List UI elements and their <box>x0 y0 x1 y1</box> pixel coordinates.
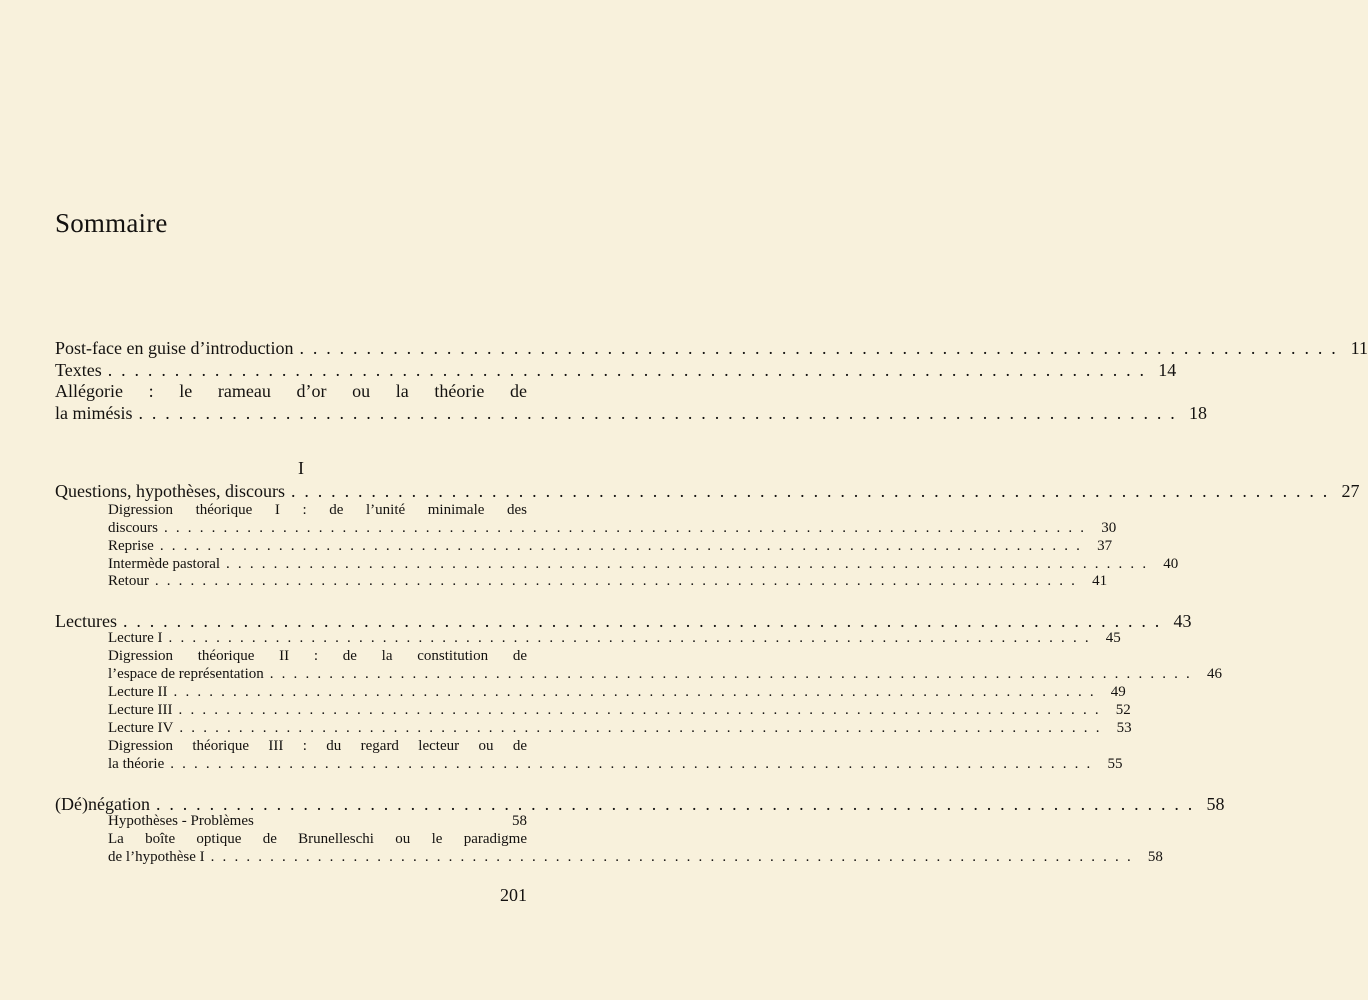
dot-leader: . . . . . . . . . . . . . . . . . . . . . . . . . . . . . . . . . . . . . . . . . . . . . . . . . . . . . . . . . . . . . . . . . . . . . . . . . . . . . . <box>299 338 1338 358</box>
toc-entry-title: Questions, hypothèses, discours <box>55 481 285 501</box>
toc-entry-title: Reprise <box>108 538 154 554</box>
dot-leader: . . . . . . . . . . . . . . . . . . . . . . . . . . . . . . . . . . . . . . . . . . . . . . . . . . . . . . . . . . . . . . . . . . . . . . . . . . . . . . <box>164 520 1087 536</box>
toc-entry-page: 37 <box>1097 538 1113 554</box>
dot-leader: . . . . . . . . . . . . . . . . . . . . . . . . . . . . . . . . . . . . . . . . . . . . . . . . . . . . . . . . . . . . . . . . . . . . . . . . . . . . . . <box>173 684 1096 700</box>
dot-leader: . . . . . . . . . . . . . . . . . . . . . . . . . . . . . . . . . . . . . . . . . . . . . . . . . . . . . . . . . . . . . . . . . . . . . . . . . . . . . . <box>154 573 1078 589</box>
toc-entry-page: 43 <box>1173 611 1192 631</box>
dot-leader: . . . . . . . . . . . . . . . . . . . . . . . . . . . . . . . . . . . . . . . . . . . . . . . . . . . . . . . . . . . . . . . . . . . . . . . . . . . . . . <box>168 630 1091 646</box>
toc-entry-page: 53 <box>1116 720 1132 736</box>
toc-subentry-lecture3 <box>108 702 1131 719</box>
dot-leader: . . . . . . . . . . . . . . . . . . . . . . . . . . . . . . . . . . . . . . . . . . . . . . . . . . . . . . . . . . . . . . . . . . . . . . . . . . . . . . <box>107 360 1147 380</box>
dot-leader: . . . . . . . . . . . . . . . . . . . . . . . . . . . . . . . . . . . . . . . . . . . . . . . . . . . . . . . . . . . . . . . . . . . . . . . . . . . . . . <box>138 403 1177 423</box>
toc-entry-title: Textes <box>55 360 102 380</box>
toc-subentry-intermede <box>108 556 1179 573</box>
page-title: Sommaire <box>55 208 168 238</box>
toc-entry-page: 46 <box>1207 666 1222 682</box>
toc-entry-denegation <box>55 794 1225 815</box>
dot-leader: . . . . . . . . . . . . . . . . . . . . . . . . . . . . . . . . . . . . . . . . . . . . . . . . . . . . . . . . . . . . . . . . . . . . . . . . . . . . . . <box>210 849 1133 865</box>
toc-subentry-lecture2 <box>108 684 1126 701</box>
toc-entry-page: 41 <box>1092 573 1108 589</box>
toc-subentry-reprise <box>108 538 1113 555</box>
toc-entry-title: Lecture III <box>108 702 173 718</box>
part-numeral: I <box>298 458 304 478</box>
toc-entry-title: discours <box>108 520 158 536</box>
toc-entry-allegorie-line1: Allégorie : le rameau d’or ou la théorie de <box>55 381 527 401</box>
dot-leader: . . . . . . . . . . . . . . . . . . . . . . . . . . . . . . . . . . . . . . . . . . . . . . . . . . . . . . . . . . . . . . . . . . . . . . . . . . . . . . <box>226 556 1149 572</box>
toc-entry-page: 58 <box>1147 849 1163 865</box>
toc-entry-title: la théorie <box>108 756 165 772</box>
page-number: 201 <box>500 885 527 905</box>
dot-leader: . . . . . . . . . . . . . . . . . . . . . . . . . . . . . . . . . . . . . . . . . . . . . . . . . . . . . . . . . . . . . . . . . . . . . . . . . . . . . . <box>122 611 1162 631</box>
toc-entry-title: Lecture II <box>108 684 168 700</box>
toc-entry-textes <box>55 360 1177 381</box>
dot-leader: . . . . . . . . . . . . . . . . . . . . . . . . . . . . . . . . . . . . . . . . . . . . . . . . . . . . . . . . . . . . . . . . . . . . . . . . . . . . . . <box>159 538 1083 554</box>
toc-entry-title: de l’hypothèse I <box>108 849 205 865</box>
toc-entry-title: Lectures <box>55 611 117 631</box>
toc-subentry-retour <box>108 573 1108 590</box>
dot-leader: . . . . . . . . . . . . . . . . . . . . . . . . . . . . . . . . . . . . . . . . . . . . . . . . . . . . . . . . . . . . . . . . . . . . . . . . . . . . . . <box>269 666 1192 682</box>
dot-leader: . . . . . . . . . . . . . . . . . . . . . . . . . . . . . . . . . . . . . . . . . . . . . . . . . . . . . . . . . . . . . . . . . . . . . . . . . . . . . . <box>179 720 1102 736</box>
toc-entry-page: 14 <box>1158 360 1177 380</box>
toc-entry-page: 55 <box>1107 756 1123 772</box>
toc-subentry-lecture4 <box>108 720 1132 737</box>
toc-entry-page: 27 <box>1341 481 1360 501</box>
toc-entry-page: 58 <box>512 813 527 829</box>
toc-entry-title: la mimésis <box>55 403 133 423</box>
toc-subentry-boite-line1: La boîte optique de Brunelleschi ou le paradigme <box>108 831 527 847</box>
toc-entry-page: 49 <box>1110 684 1126 700</box>
toc-subentry-digression1-line1: Digression théorique I : de l’unité minimale des <box>108 502 527 518</box>
dot-leader: . . . . . . . . . . . . . . . . . . . . . . . . . . . . . . . . . . . . . . . . . . . . . . . . . . . . . . . . . . . . . . . . . . . . . . . . . . . . . . <box>178 702 1101 718</box>
toc-subentry-boite <box>108 849 1163 866</box>
toc-entry-title: Lecture I <box>108 630 163 646</box>
toc-entry-page: 45 <box>1105 630 1121 646</box>
dot-leader: . . . . . . . . . . . . . . . . . . . . . . . . . . . . . . . . . . . . . . . . . . . . . . . . . . . . . . . . . . . . . . . . . . . . . . . . . . . . . . <box>155 794 1195 814</box>
toc-entry-title: Retour <box>108 573 149 589</box>
toc-subentry-lecture1 <box>108 630 1121 647</box>
toc-subentry-digression1 <box>108 520 1117 537</box>
toc-entry-page: 11 <box>1350 338 1368 358</box>
toc-subentry-digression3-line1: Digression théorique III : du regard lecteur ou de <box>108 738 527 754</box>
toc-entry-questions <box>55 481 1360 502</box>
toc-entry-postface <box>55 338 1368 359</box>
dot-leader: . . . . . . . . . . . . . . . . . . . . . . . . . . . . . . . . . . . . . . . . . . . . . . . . . . . . . . . . . . . . . . . . . . . . . . . . . . . . . . <box>170 756 1093 772</box>
toc-entry-title: (Dé)négation <box>55 794 150 814</box>
toc-subentry-digression3 <box>108 756 1123 773</box>
toc-entry-page: 58 <box>1206 794 1225 814</box>
toc-entry-allegorie <box>55 403 1207 424</box>
toc-entry-title: Hypothèses - Problèmes <box>108 813 254 829</box>
toc-entry-page: 30 <box>1101 520 1117 536</box>
toc-entry-title: Lecture IV <box>108 720 174 736</box>
dot-leader: . . . . . . . . . . . . . . . . . . . . . . . . . . . . . . . . . . . . . . . . . . . . . . . . . . . . . . . . . . . . . . . . . . . . . . . . . . . . . . <box>290 481 1330 501</box>
toc-subentry-digression2 <box>108 666 1222 683</box>
toc-entry-page: 52 <box>1115 702 1131 718</box>
toc-entry-title: Post-face en guise d’introduction <box>55 338 294 358</box>
toc-entry-lectures <box>55 611 1192 632</box>
toc-entry-title: Intermède pastoral <box>108 556 221 572</box>
toc-entry-title: l’espace de représentation <box>108 666 264 682</box>
toc-subentry-digression2-line1: Digression théorique II : de la constitution de <box>108 648 527 664</box>
toc-entry-page: 40 <box>1163 556 1179 572</box>
toc-subentry-hypotheses <box>108 813 527 830</box>
toc-entry-page: 18 <box>1189 403 1207 423</box>
